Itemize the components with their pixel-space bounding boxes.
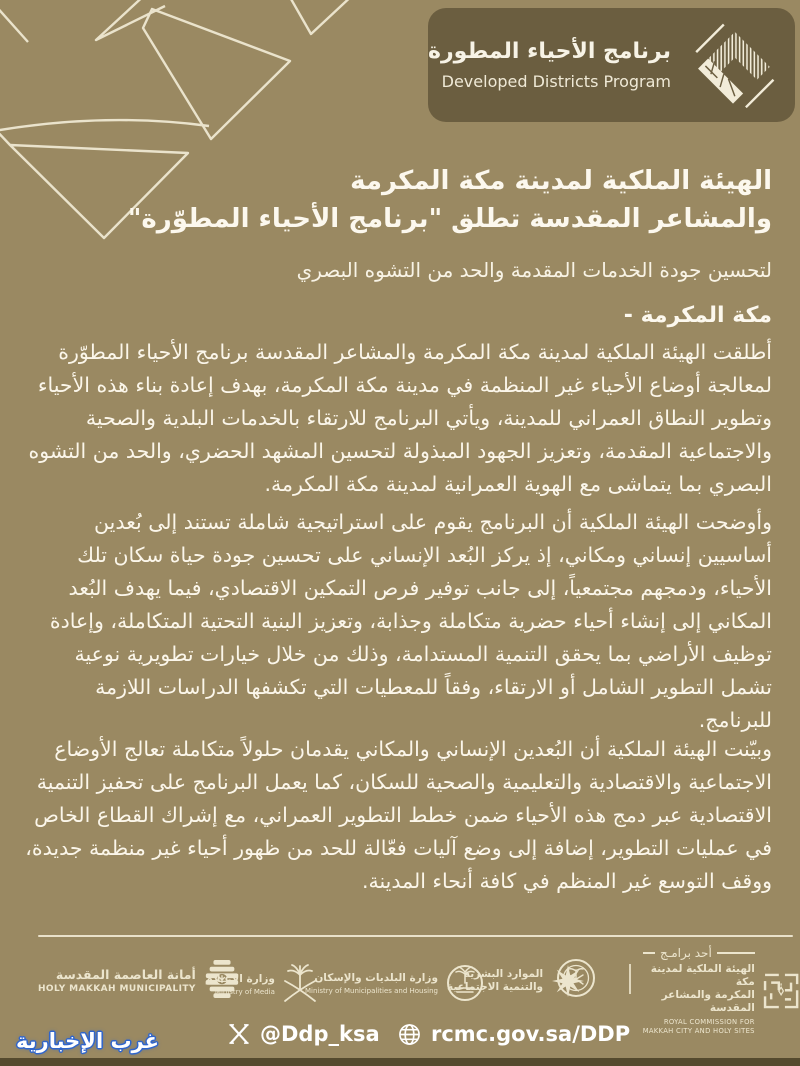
program-header-panel — [428, 8, 795, 122]
rc-name-en-line1: ROYAL COMMISSION FOR — [663, 1018, 755, 1026]
municipality-name-en: HOLY MAKKAH MUNICIPALITY — [38, 983, 196, 994]
website-link[interactable] — [398, 1022, 630, 1046]
media-name-en: Ministry of Media — [214, 987, 275, 996]
footer-divider — [38, 935, 793, 937]
bottom-edge-strip — [0, 1058, 800, 1066]
dateline: مكة المكرمة - — [623, 303, 772, 328]
headline — [60, 162, 772, 238]
dash-decoration — [643, 952, 655, 954]
momrah-name-en: Ministry of Municipalities and Housing — [305, 986, 438, 995]
hrsd-labels — [447, 968, 543, 994]
round-emblem-icon — [556, 958, 596, 998]
program-name-arabic: برنامج الأحياء المطورة — [428, 39, 671, 64]
website-text: rcmc.gov.sa/DDP — [431, 1022, 631, 1046]
headline-line1: الهيئة الملكية لمدينة مكة المكرمة — [350, 166, 772, 196]
municipality-labels — [38, 967, 196, 994]
rc-name-ar-line2: المكرمة والمشاعر المقدسة — [661, 989, 755, 1014]
hrsd-name-ar-line2: والتنمية الاجتماعية — [447, 981, 544, 993]
program-names — [428, 39, 671, 91]
program-of-line — [642, 946, 755, 960]
x-twitter-icon — [228, 1023, 250, 1045]
paragraph-3: وبيّنت الهيئة الملكية أن البُعدين الإنساني والمكاني يقدمان حلولاً متكاملة تعالج الأوضاع الاجتماعية والاقتصادية والتعليمية والصحية للسكان، كما يعمل البرنامج على تحفيز التنمية الاقتصادية عبر دمج هذه الأحياء ضمن خطط التطوير العمراني، مع إشراك القطاع الخاص في عمليات التطوير، إضافة إلى وضع آليات فعّالة للحد من ظهور أحياء غير منظمة جديدة، ووقف التوسع غير المنظم في كافة أنحاء المدينة. — [25, 737, 772, 893]
momrah-labels — [305, 972, 438, 995]
paragraph-1: أطلقت الهيئة الملكية لمدينة مكة المكرمة والمشاعر المقدسة برنامج الأحياء المطوّرة لمعالجة أوضاع الأحياء غير المنظمة في مدينة مكة المكرمة، بهدف إعادة بناء هذه الأحياء وتطوير النطاق العمراني للمدينة، ويأتي البرنامج للارتقاء بالخدمات البلدية والصحية والاجتماعية المقدمة، وتعزيز الجهود المبذولة لتحسين المشهد الحضري، والحد من التشوه البصري بما يتماشى مع الهوية العمرانية لمدينة مكة المكرمة. — [28, 340, 772, 496]
rc-name-ar-line1: الهيئة الملكية لمدينة مكة — [650, 963, 755, 988]
paragraph-2: وأوضحت الهيئة الملكية أن البرنامج يقوم على استراتيجية شاملة تستند إلى بُعدين أساسيين إنساني ومكاني، إذ يركز البُعد الإنساني على تحسين جودة حياة سكان تلك الأحياء، ودمجهم مجتمعياً، إلى جانب توفير فرص التمكين الاقتصادي، فيما يهدف البُعد المكاني إلى إنشاء أحياء حضرية متكاملة وجذابة، وتعزيز البنية التحتية المتكاملة، وإعادة توظيف الأراضي بما يحقق التنمية المستدامة، وذلك من خلال خيارات تطويرية نوعية تشمل التطوير الشامل أو الارتقاء، وفقاً للمعطيات التي تكشفها الدراسات اللازمة للبرنامج. — [49, 510, 772, 732]
kufic-square-icon — [762, 965, 800, 1017]
headline-line2: والمشاعر المقدسة تطلق "برنامج الأحياء المطوّرة" — [127, 204, 772, 234]
royal-commission-logo — [642, 946, 800, 1035]
news-watermark: غرب الإخبارية — [16, 1029, 159, 1053]
program-name-english: Developed Districts Program — [441, 72, 671, 91]
royal-commission-labels — [642, 946, 755, 1035]
developed-districts-logo-icon — [687, 15, 779, 115]
dash-decoration — [717, 952, 755, 954]
subtitle: لتحسين جودة الخدمات المقدمة والحد من التشوه البصري — [296, 258, 772, 282]
footer-vertical-divider — [629, 964, 631, 994]
rc-name-en-line2: MAKKAH CITY AND HOLY SITES — [642, 1026, 755, 1035]
hrsd-name-ar-line1: الموارد البشرية — [463, 968, 544, 980]
media-name-ar: وزارة الإعـلام — [205, 972, 275, 985]
ministry-of-media-logo — [205, 963, 318, 1005]
media-labels — [205, 973, 275, 996]
program-of-label: أحد برامـج — [659, 946, 712, 960]
twitter-handle[interactable] — [228, 1022, 380, 1046]
globe-icon — [398, 1023, 421, 1046]
momrah-name-ar: وزارة البلديات والإسكان — [314, 971, 438, 984]
twitter-handle-text: @Ddp_ksa — [260, 1022, 380, 1046]
municipality-name-ar: أمانة العاصمة المقدسة — [55, 966, 196, 982]
emirate-emblem-logo — [556, 958, 596, 998]
